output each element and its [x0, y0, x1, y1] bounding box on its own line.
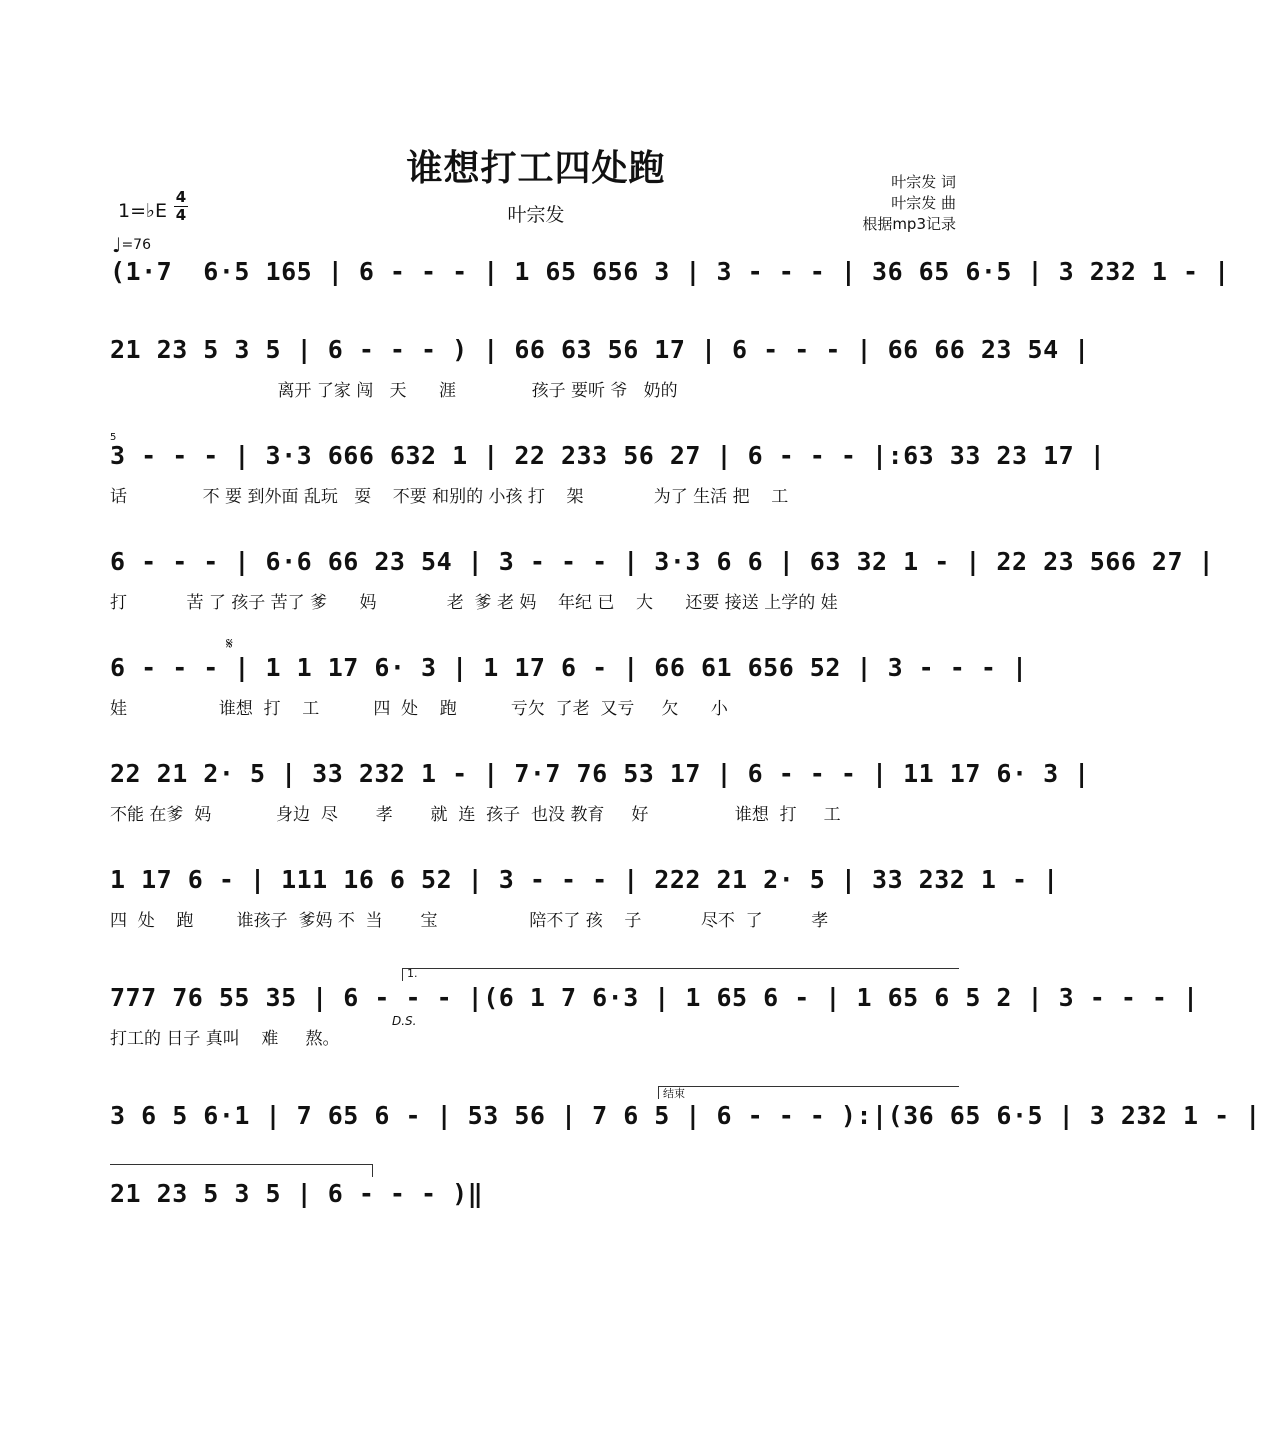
score-row: [110, 330, 1090, 401]
score-row: [110, 252, 1230, 292]
notation-line: 3 - - - | 3·3 666 632 1 | 22 233 56 27 | 6 - - - |:63 33 23 17 |: [110, 441, 1106, 470]
notation-line: 1 17 6 - | 111 16 6 52 | 3 - - - | 222 21 2· 5 | 33 232 1 - |: [110, 865, 1059, 894]
song-subtitle: 叶宗发: [507, 204, 565, 226]
lyric-line: 离开 了家 闯 天 涯 孩子 要听 爷 奶的: [110, 381, 678, 401]
score-row: [110, 542, 1215, 613]
credits: [862, 172, 956, 235]
time-signature: [174, 190, 188, 223]
dal-segno-mark: D.S.: [392, 1014, 417, 1028]
notation-line: 21 23 5 3 5 | 6 - - - )‖: [110, 1179, 484, 1208]
lyric-line: 四 处 跑 谁孩子 爹妈 不 当 宝 陪不了 孩 子 尽不 了 孝: [110, 911, 829, 931]
source-note: 根据mp3记录: [862, 215, 956, 233]
notation-line: 777 76 55 35 | 6 - - - |(6 1 7 6·3 | 1 65 6 - | 1 65 6 5 2 | 3 - - - |: [110, 983, 1199, 1012]
segno-icon: 𝄋: [226, 634, 233, 653]
song-title: 谁想打工四处跑: [406, 148, 666, 189]
quarter-note-icon: ♩: [112, 233, 122, 257]
time-denominator: 4: [175, 206, 187, 224]
notation-line: 21 23 5 3 5 | 6 - - - ) | 66 63 56 17 | 6 - - - | 66 66 23 54 |: [110, 335, 1090, 364]
lyric-line: 话 不 要 到外面 乱玩 耍 不要 和别的 小孩 打 架 为了 生活 把 工: [110, 487, 789, 507]
score-row: [110, 1096, 1261, 1136]
notation-line: 6 - - - | 1 1 17 6· 3 | 1 17 6 - | 66 61 656 52 | 3 - - - |: [110, 653, 1028, 682]
notation-line: 6 - - - | 6·6 66 23 54 | 3 - - - | 3·3 6 6 | 63 32 1 - | 22 23 566 27 |: [110, 547, 1215, 576]
score-row: [110, 1174, 960, 1214]
tempo-value: =76: [121, 237, 151, 253]
score-row: [110, 648, 1028, 719]
notation-line: 3 6 5 6·1 | 7 65 6 - | 53 56 | 7 6 5 | 6 - - - ):|(36 65 6·5 | 3 232 1 - |: [110, 1101, 1261, 1130]
lyricist-credit: 叶宗发 词: [891, 173, 956, 191]
notation-line: 22 21 2· 5 | 33 232 1 - | 7·7 76 53 17 | 6 - - - | 11 17 6· 3 |: [110, 759, 1090, 788]
volta-label: 1.: [407, 967, 418, 980]
composer-credit: 叶宗发 曲: [891, 194, 956, 212]
key-signature: 1=♭E: [118, 200, 167, 222]
score-row: [110, 436, 1106, 507]
tempo-marking: [112, 230, 151, 257]
notation-line: (1·7 6·5 165 | 6 - - - | 1 65 656 3 | 3 - - - | 36 65 6·5 | 3 232 1 - |: [110, 257, 1230, 286]
lyric-line: 不能 在爹 妈 身边 尽 孝 就 连 孩子 也没 教育 好 谁想 打 工: [110, 805, 841, 825]
score-row: [110, 860, 1059, 931]
ending-label: 结束: [663, 1087, 685, 1100]
lyric-line: 娃 谁想 打 工 四 处 跑 亏欠 了老 又亏 欠 小: [110, 699, 728, 719]
grace-note-mark: 5: [110, 432, 117, 443]
lyric-line: [110, 298, 960, 322]
score-row: [110, 754, 1090, 825]
lyric-line: 打 苦 了 孩子 苦了 爹 妈 老 爹 老 妈 年纪 已 大 还要 接送 上学的 娃: [110, 593, 838, 613]
time-numerator: 4: [175, 188, 187, 206]
lyric-line: 打工的 日子 真叫 难 熬。: [110, 1029, 340, 1049]
